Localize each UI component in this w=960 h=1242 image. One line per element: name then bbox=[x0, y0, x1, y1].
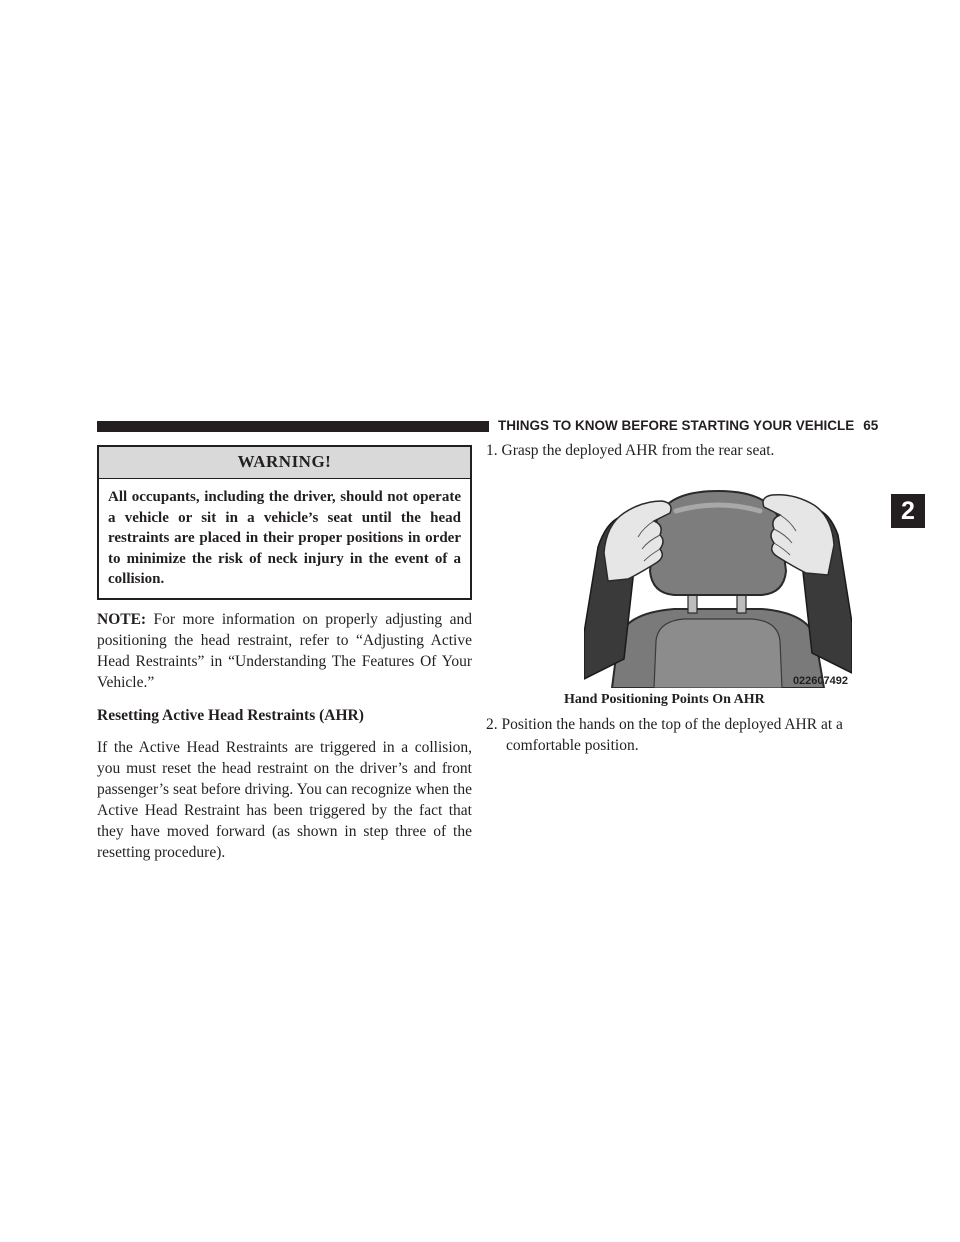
warning-title: WARNING! bbox=[99, 447, 470, 479]
note-label: NOTE: bbox=[97, 610, 147, 628]
step-2: 2. Position the hands on the top of the deployed AHR at a comfortable position. bbox=[486, 716, 843, 754]
page-number: 65 bbox=[863, 418, 879, 433]
chapter-tab: 2 bbox=[891, 494, 925, 528]
running-header bbox=[498, 418, 878, 433]
header-rule bbox=[97, 421, 489, 432]
warning-body: All occupants, including the driver, should not operate a vehicle or sit in a vehicle’s seat until the head restraints are placed in their proper positions in order to minimize the risk of neck injury in the event of a collision. bbox=[108, 489, 461, 587]
hands-on-head-restraint-illustration bbox=[584, 483, 852, 688]
left-column bbox=[97, 445, 472, 863]
note-text: For more information on properly adjusting and positioning the head restraint, refer to “Adjusting Active Head Restraints” in “Understanding The Features Of Your Vehicle.” bbox=[97, 610, 472, 691]
section-title: THINGS TO KNOW BEFORE STARTING YOUR VEHICLE bbox=[498, 418, 855, 433]
warning-box bbox=[97, 445, 472, 600]
figure-code: 022607492 bbox=[792, 675, 848, 687]
seatback-inner-panel bbox=[654, 619, 782, 688]
right-column bbox=[486, 440, 866, 756]
ahr-figure bbox=[584, 483, 852, 688]
note-paragraph bbox=[97, 609, 472, 693]
body-paragraph: If the Active Head Restraints are triggered in a collision, you must reset the head restraint on the driver’s and front passenger’s seat before driving. You can recognize when the Active Head Restraint has been triggered by the fact that they have moved forward (as shown in step three of the resetting procedure). bbox=[97, 738, 472, 861]
section-heading: Resetting Active Head Restraints (AHR) bbox=[97, 706, 364, 724]
step-1: 1. Grasp the deployed AHR from the rear seat. bbox=[486, 442, 775, 459]
figure-caption: Hand Positioning Points On AHR bbox=[564, 692, 765, 707]
